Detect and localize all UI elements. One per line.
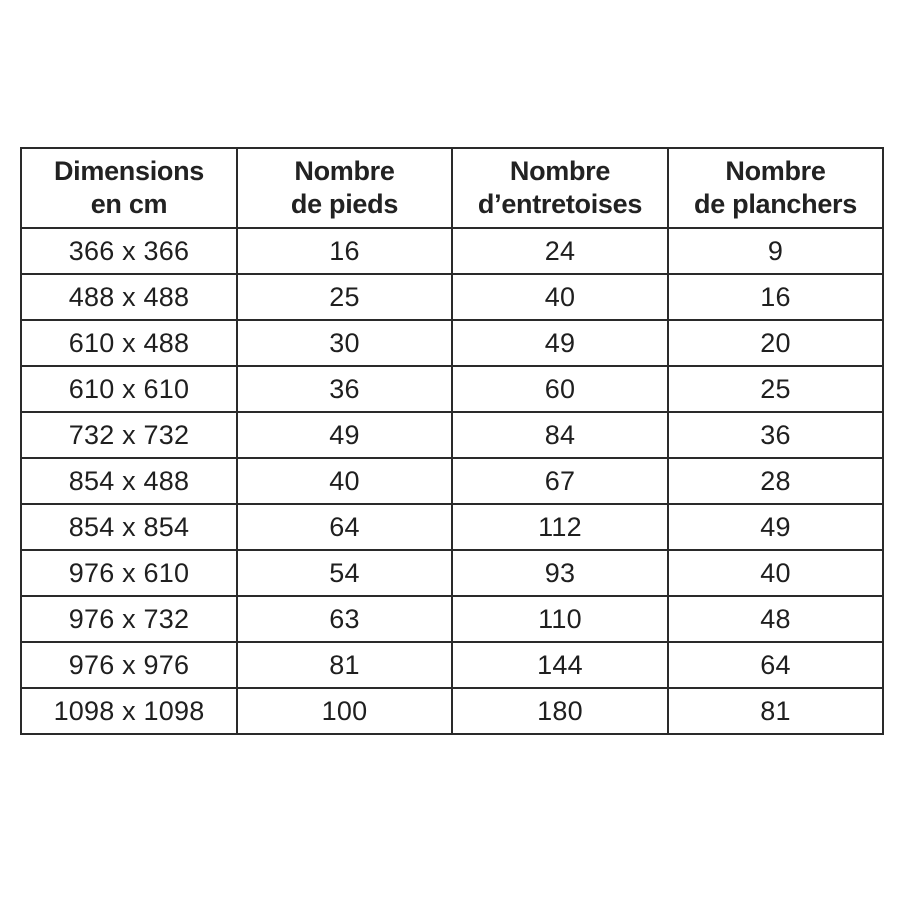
cell-entretoises: 60 [452,366,668,412]
cell-pieds: 49 [237,412,452,458]
cell-planchers: 9 [668,228,883,274]
cell-dimensions: 610 x 610 [21,366,237,412]
cell-planchers: 16 [668,274,883,320]
header-nombre-d-entretoises: Nombre d’entretoises [452,148,668,228]
cell-pieds: 16 [237,228,452,274]
cell-dimensions: 976 x 976 [21,642,237,688]
cell-dimensions: 1098 x 1098 [21,688,237,734]
table-row [21,550,883,596]
cell-planchers: 36 [668,412,883,458]
table-row [21,688,883,734]
cell-pieds: 25 [237,274,452,320]
cell-pieds: 64 [237,504,452,550]
cell-entretoises: 84 [452,412,668,458]
cell-entretoises: 110 [452,596,668,642]
header-row [21,148,883,228]
table-row [21,596,883,642]
header-nombre-de-pieds: Nombre de pieds [237,148,452,228]
cell-planchers: 48 [668,596,883,642]
cell-entretoises: 112 [452,504,668,550]
cell-planchers: 64 [668,642,883,688]
cell-entretoises: 49 [452,320,668,366]
table-row [21,228,883,274]
cell-dimensions: 976 x 610 [21,550,237,596]
cell-planchers: 40 [668,550,883,596]
table-row [21,366,883,412]
cell-dimensions: 488 x 488 [21,274,237,320]
cell-pieds: 40 [237,458,452,504]
cell-dimensions: 854 x 854 [21,504,237,550]
cell-planchers: 28 [668,458,883,504]
table-row [21,320,883,366]
cell-dimensions: 976 x 732 [21,596,237,642]
header-dimensions: Dimensions en cm [21,148,237,228]
table-row [21,274,883,320]
cell-pieds: 100 [237,688,452,734]
cell-entretoises: 180 [452,688,668,734]
cell-entretoises: 40 [452,274,668,320]
table-row [21,642,883,688]
cell-entretoises: 24 [452,228,668,274]
table-row [21,458,883,504]
cell-planchers: 49 [668,504,883,550]
specification-table [20,147,884,735]
cell-dimensions: 732 x 732 [21,412,237,458]
cell-entretoises: 93 [452,550,668,596]
cell-dimensions: 610 x 488 [21,320,237,366]
cell-pieds: 81 [237,642,452,688]
cell-pieds: 54 [237,550,452,596]
cell-planchers: 20 [668,320,883,366]
cell-planchers: 25 [668,366,883,412]
cell-entretoises: 67 [452,458,668,504]
cell-pieds: 36 [237,366,452,412]
table-row [21,412,883,458]
cell-dimensions: 366 x 366 [21,228,237,274]
header-nombre-de-planchers: Nombre de planchers [668,148,883,228]
cell-pieds: 63 [237,596,452,642]
cell-pieds: 30 [237,320,452,366]
cell-planchers: 81 [668,688,883,734]
table-row [21,504,883,550]
cell-dimensions: 854 x 488 [21,458,237,504]
specification-table-container [20,147,882,735]
cell-entretoises: 144 [452,642,668,688]
